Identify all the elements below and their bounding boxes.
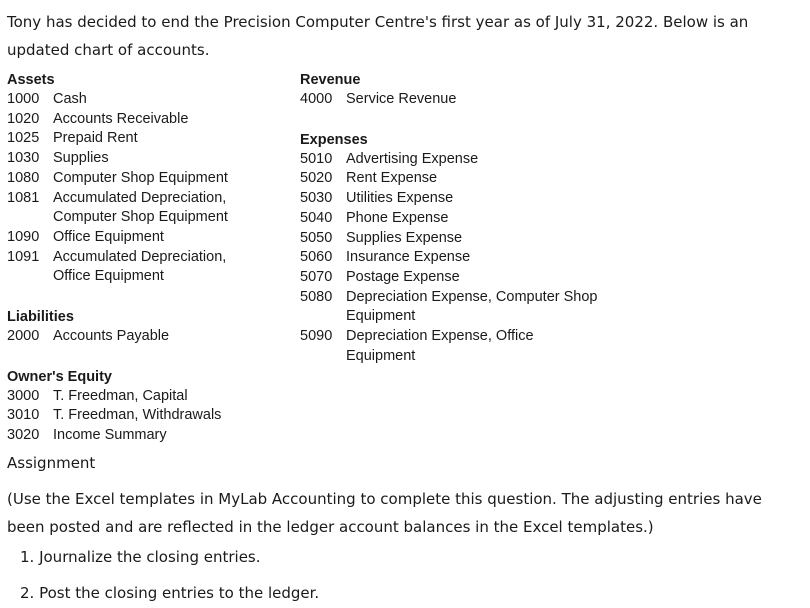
account-number: 4000 <box>300 91 333 107</box>
account-name: Depreciation Expense, Office Equipment <box>346 328 534 364</box>
owners-equity-heading: Owner's Equity <box>7 368 112 385</box>
account-name: Postage Expense <box>346 268 460 285</box>
account-name: Service Revenue <box>346 91 457 107</box>
account-row <box>300 327 600 366</box>
account-number: 5010 <box>300 150 333 167</box>
account-name: Phone Expense <box>346 209 449 226</box>
assignment-step: 2. Post the closing entries to the ledger. <box>20 584 320 602</box>
account-number: 1091 <box>7 248 40 265</box>
account-name-continued: Equipment <box>346 308 416 325</box>
account-row <box>300 248 600 268</box>
account-row <box>300 150 600 170</box>
account-name: Rent Expense <box>346 170 438 187</box>
account-number: 5040 <box>300 209 333 226</box>
account-name: Depreciation Expense, Computer Shop <box>346 288 598 305</box>
owners-equity-list <box>7 387 297 446</box>
account-name: Income Summary <box>53 427 167 444</box>
account-row-continued <box>300 307 600 327</box>
account-row <box>7 426 297 446</box>
assets-list <box>7 90 297 287</box>
account-row <box>7 149 297 169</box>
account-row <box>7 327 297 347</box>
account-row <box>7 129 297 149</box>
account-row <box>7 406 297 426</box>
account-number: 1081 <box>7 189 40 206</box>
account-number: 5030 <box>300 190 333 207</box>
account-name: Supplies Expense <box>346 229 463 246</box>
account-number: 5070 <box>300 268 333 285</box>
intro-paragraph: Tony has decided to end the Precision Computer Centre's first year as of July 31, 2022. Below is an updated chart of accounts. <box>7 13 749 59</box>
assignment-note: (Use the Excel templates in MyLab Accounting to complete this question. The adjusting entries have been posted and are reflected in the ledger account balances in the Excel templates.) <box>7 490 762 536</box>
assets-heading: Assets <box>7 72 55 88</box>
account-name: Insurance Expense <box>346 249 471 266</box>
account-number: 1090 <box>7 228 40 245</box>
account-name: Accumulated Depreciation, <box>53 189 227 206</box>
revenue-list <box>300 90 600 110</box>
account-number: 1025 <box>7 130 40 147</box>
account-row <box>7 169 297 189</box>
account-number: 1000 <box>7 91 40 107</box>
account-number: 1030 <box>7 150 40 167</box>
account-row-continued <box>7 267 297 287</box>
account-name: Utilities Expense <box>346 190 454 207</box>
account-name: Cash <box>53 91 87 107</box>
account-row-continued <box>7 208 297 228</box>
account-row <box>300 209 600 229</box>
account-row <box>300 90 600 110</box>
account-number: 5020 <box>300 170 333 187</box>
account-name: Accumulated Depreciation, <box>53 248 227 265</box>
account-row <box>7 248 297 268</box>
account-row <box>300 288 600 308</box>
expenses-heading: Expenses <box>300 131 368 148</box>
account-number: 3010 <box>7 407 40 424</box>
liabilities-list <box>7 327 297 347</box>
account-name: Accounts Payable <box>53 328 170 345</box>
account-number: 1080 <box>7 169 40 186</box>
account-row <box>7 189 297 209</box>
account-name: T. Freedman, Capital <box>53 387 188 404</box>
chart-of-accounts-right <box>300 70 600 366</box>
account-row <box>7 90 297 110</box>
account-number: 2000 <box>7 328 40 345</box>
liabilities-heading: Liabilities <box>7 309 74 326</box>
account-number: 5080 <box>300 288 333 305</box>
assignment-heading: Assignment <box>7 454 96 472</box>
account-row <box>300 268 600 288</box>
account-row <box>7 228 297 248</box>
account-number: 3020 <box>7 427 40 444</box>
account-name-continued: Computer Shop Equipment <box>53 209 228 226</box>
account-row <box>7 387 297 407</box>
account-number: 1020 <box>7 110 40 127</box>
account-name: T. Freedman, Withdrawals <box>53 407 222 424</box>
account-number: 3000 <box>7 387 40 404</box>
account-name: Prepaid Rent <box>53 130 138 147</box>
revenue-heading: Revenue <box>300 72 361 88</box>
account-number: 5060 <box>300 249 333 266</box>
account-name: Supplies <box>53 150 109 167</box>
account-name: Computer Shop Equipment <box>53 169 228 186</box>
account-name: Accounts Receivable <box>53 110 189 127</box>
account-number: 5050 <box>300 229 333 246</box>
account-row <box>300 229 600 249</box>
account-row <box>7 110 297 130</box>
account-name: Advertising Expense <box>346 150 479 167</box>
account-name: Office Equipment <box>53 228 164 245</box>
assignment-step: 1. Journalize the closing entries. <box>20 548 261 566</box>
chart-of-accounts-left <box>7 70 297 446</box>
account-row <box>300 189 600 209</box>
account-number: 5090 <box>300 328 333 345</box>
account-row <box>300 169 600 189</box>
account-name-continued: Office Equipment <box>53 268 164 285</box>
expenses-list <box>300 150 600 367</box>
